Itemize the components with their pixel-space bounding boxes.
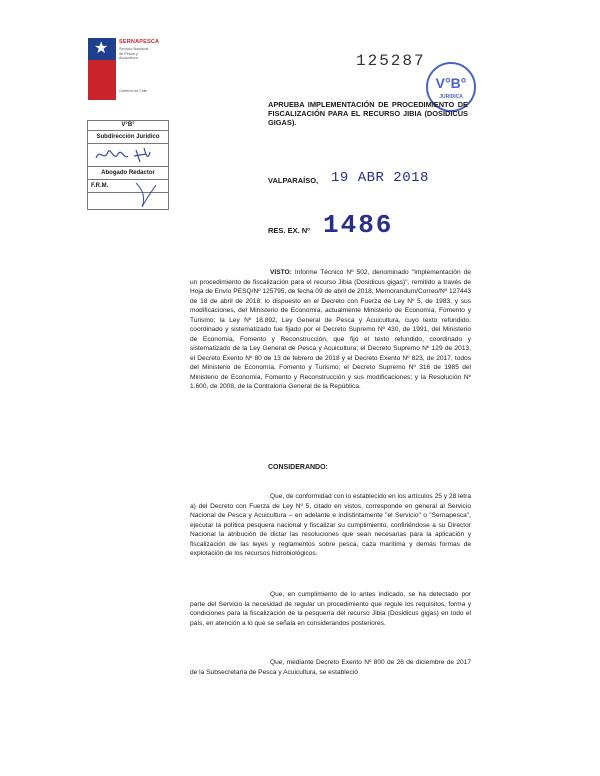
considerando-paragraph-2: Que, en cumplimiento de lo antes indicado, se ha detectado por parte del Servicio la necesidad de regular un procedimiento que regule los requisitos, forma y condiciones para la fiscalización de la pesquería del recurso Jibia (Dosidicus gigas) en todo el país, en atención a lo que se señala en considerandos posteriores. [190,591,471,627]
logo-org: SERNAPESCA [119,39,160,45]
visto-lead: VISTO: [270,269,292,276]
visto-text: Informe Técnico Nº 502, denominado "Implementación de un procedimiento de fiscalización para el recurso Jibia (Dosidicus gigas)", remitido a través de Hoja de Envío PESQ/Nº 125795, de fecha 09 de abril de 2018, Memorandum/Correo/Nº 127443 de 18 de abril de 2018; lo dispuesto en el Decreto con Fuerza de Ley Nº 5, de 1983, y sus modificaciones, del Ministerio de Economía, actualmente Ministerio de Economía, Fomento y Turismo; la Ley Nº 18.892, Ley General de Pesca y Acuicultura, cuyo texto refundido, coordinado y sistematizado fue fijado por el Decreto Supremo Nº 430, de 1991, del Ministerio de Economía, Fomento y Reconstrucción, que fijó el texto refundido, coordinado y sistematizado de la Ley General de Pesca y Acuicultura; el Decreto Supremo Nº 129 de 2013, el Decreto Exento Nº 80 de 13 de febrero de 2018 y el Decreto Exento Nº 823, de 2017, todos del Ministerio de Economía, Fomento y Turismo; el Decreto Supremo Nº 316 de 1985 del Ministerio de Economía, Fomento y Reconstrucción y sus modificaciones; y la Resolución Nº 1.600, de 2008, de la Contraloría General de la República. [190,269,471,390]
sernapesca-logo [88,38,160,100]
resolution-label: RES. EX. Nº [268,226,310,235]
approvals-box [87,120,169,210]
resolution-title: APRUEBA IMPLEMENTACIÓN DE PROCEDIMIENTO DE FISCALIZACIÓN PARA EL RECURSO JIBIA (DOSIDICUS GIGAS). [268,100,468,128]
approval-row-frm: F.R.M. [88,180,168,193]
visto-paragraph [190,268,471,392]
logo-lines: Servicio Nacional de Pesca y Acuicultura [119,47,149,61]
considerando-paragraph-1: Que, de conformidad con lo establecido en los artículos 25 y 28 letra a) del Decreto con Fuerza de Ley Nº 5, citado en vistos, corresponde en general al Servicio Nacional de Pesca y Acuicultura – en adelante e indistintamente "el Servicio" o "Sernapesca", ejecutar la política pesquera nacional y fiscalizar su cumplimiento, confiriéndose a su Director Nacional la atribución de dictar las resoluciones que sean necesarias para la aplicación y fiscalización de las leyes y reglamentos sobre pesca, caza marítima y demás formas de explotación de los recursos hidrobiológicos. [190,493,471,557]
resolution-number: 1486 [323,210,394,240]
handwritten-signature-icon [88,144,168,166]
considerando-heading: CONSIDERANDO: [268,464,328,471]
star-icon: ★ [94,40,109,57]
place-label: VALPARAÍSO, [268,176,319,185]
handwritten-initials-icon [132,181,162,209]
stamp-main: V°B° [435,75,467,91]
approval-row-juridico: Subdirección Jurídico [88,131,168,144]
approval-row-abogado: Abogado Redactor [88,167,168,180]
approvals-header: V°B° [88,121,168,131]
date-stamp: 19 ABR 2018 [331,170,429,186]
stamp-sub: JURIDICA [439,94,463,100]
document-number: 125287 [356,52,426,70]
considerando-paragraph-3: Que, mediante Decreto Exento Nº 800 de 26 de diciembre de 2017 de la Subsecretaría de Pesca y Acuicultura, se estableció [190,659,471,676]
signature-area-1 [88,144,168,167]
logo-footer: Gobierno de Chile [119,89,148,93]
